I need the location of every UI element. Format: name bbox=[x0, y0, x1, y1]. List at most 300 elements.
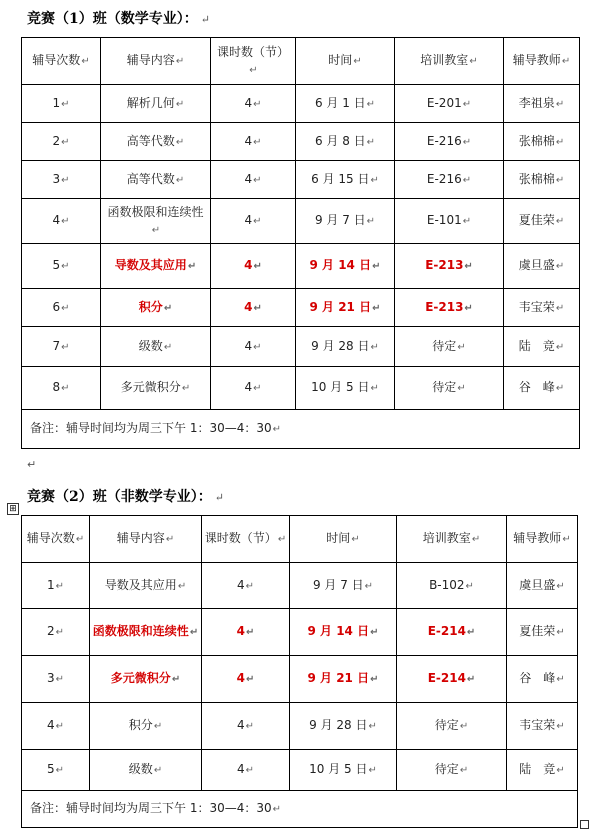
classroom-cell[interactable] bbox=[397, 656, 507, 703]
classroom-cell-text: E-214 bbox=[427, 624, 466, 638]
date-cell[interactable] bbox=[296, 123, 395, 161]
content-cell[interactable] bbox=[90, 750, 202, 791]
classroom-cell-text: E-216 bbox=[426, 133, 462, 148]
table-row bbox=[22, 656, 578, 703]
teacher-cell[interactable] bbox=[504, 85, 580, 123]
header-classroom-text: 培训教室 bbox=[422, 531, 471, 545]
cell-mark: ↵ bbox=[462, 136, 472, 148]
classroom-cell-text: 待定 bbox=[432, 380, 457, 394]
header-class-hours-text: 课时数（节） bbox=[204, 531, 277, 545]
cell-mark: ↵ bbox=[555, 341, 565, 353]
header-teacher-text: 辅导教师 bbox=[512, 53, 561, 67]
class-hours-cell[interactable] bbox=[202, 750, 290, 791]
classroom-cell[interactable] bbox=[395, 244, 504, 289]
content-cell-text: 函数极限和连续性 bbox=[107, 204, 204, 219]
cell-mark: ↵ bbox=[556, 765, 565, 776]
date-cell[interactable] bbox=[290, 750, 397, 791]
class-hours-cell-text: 4 bbox=[236, 671, 245, 685]
cell-mark: ↵ bbox=[181, 383, 191, 394]
table-move-handle[interactable]: ⊞ bbox=[7, 503, 19, 515]
class-hours-cell[interactable] bbox=[211, 244, 296, 289]
class-hours-cell[interactable] bbox=[202, 703, 290, 750]
teacher-cell[interactable] bbox=[504, 367, 580, 410]
content-cell[interactable] bbox=[101, 199, 211, 244]
cell-mark: ↵ bbox=[61, 341, 70, 353]
teacher-cell-text: 张棉棉 bbox=[518, 133, 555, 148]
header-session-number-text: 辅导次数 bbox=[32, 53, 81, 67]
classroom-cell[interactable] bbox=[395, 123, 504, 161]
content-cell[interactable] bbox=[101, 123, 211, 161]
header-date-text: 时间 bbox=[328, 53, 353, 67]
cell-mark: ↵ bbox=[165, 534, 175, 545]
cell-mark: ↵ bbox=[556, 674, 565, 685]
content-cell-text: 导数及其应用 bbox=[114, 258, 187, 272]
cell-mark: ↵ bbox=[61, 383, 70, 394]
note-cell-text: 备注：辅导时间均为周三下午 1：30—4：30 bbox=[30, 801, 272, 815]
cell-mark: ↵ bbox=[171, 674, 181, 685]
session-number-cell[interactable] bbox=[22, 327, 101, 367]
cell-mark: ↵ bbox=[351, 534, 360, 545]
content-cell[interactable] bbox=[101, 161, 211, 199]
class-hours-cell-text: 4 bbox=[236, 718, 245, 732]
header-session-number[interactable] bbox=[22, 38, 101, 85]
cell-mark: ↵ bbox=[253, 383, 262, 394]
class-hours-cell[interactable] bbox=[211, 199, 296, 244]
cell-mark: ↵ bbox=[55, 765, 65, 776]
cell-mark: ↵ bbox=[372, 302, 381, 314]
date-cell-text: 6 月 15 日 bbox=[311, 171, 370, 186]
cell-mark: ↵ bbox=[370, 627, 379, 638]
teacher-cell[interactable] bbox=[504, 199, 580, 244]
teacher-cell-text: 韦宝荣 bbox=[519, 718, 556, 732]
date-cell-text: 9 月 21 日 bbox=[307, 671, 370, 685]
date-cell[interactable] bbox=[296, 244, 395, 289]
session-number-cell-text: 2 bbox=[46, 624, 55, 638]
header-classroom[interactable] bbox=[395, 38, 504, 85]
class-hours-cell[interactable] bbox=[211, 123, 296, 161]
note-cell[interactable] bbox=[22, 410, 580, 449]
cell-mark: ↵ bbox=[253, 98, 262, 110]
teacher-cell[interactable] bbox=[507, 563, 578, 609]
cell-mark: ↵ bbox=[61, 136, 70, 148]
class-hours-cell-text: 4 bbox=[244, 258, 253, 272]
class-hours-cell-text: 4 bbox=[244, 380, 253, 394]
header-teacher-text: 辅导教师 bbox=[513, 531, 562, 545]
content-cell-text: 积分 bbox=[128, 718, 153, 732]
cell-mark: ↵ bbox=[555, 302, 565, 314]
content-cell-text: 导数及其应用 bbox=[104, 577, 177, 592]
date-cell[interactable] bbox=[290, 563, 397, 609]
teacher-cell-text: 谷 峰 bbox=[519, 671, 556, 685]
classroom-cell-text: E-214 bbox=[427, 671, 466, 685]
cell-mark: ↵ bbox=[253, 261, 262, 272]
teacher-cell-text: 陆 竞 bbox=[519, 762, 556, 776]
class-hours-cell[interactable] bbox=[211, 161, 296, 199]
cell-mark: ↵ bbox=[555, 98, 565, 110]
cell-mark: ↵ bbox=[253, 341, 262, 353]
header-content[interactable] bbox=[90, 516, 202, 563]
cell-mark: ↵ bbox=[462, 98, 472, 110]
session-number-cell-text: 5 bbox=[46, 762, 55, 776]
table-row bbox=[22, 750, 578, 791]
cell-mark: ↵ bbox=[556, 580, 565, 592]
teacher-cell-text: 虞旦盛 bbox=[519, 577, 556, 592]
class-hours-cell[interactable] bbox=[211, 85, 296, 123]
class-hours-cell[interactable] bbox=[211, 327, 296, 367]
classroom-cell-text: E-101 bbox=[426, 213, 462, 227]
cell-mark: ↵ bbox=[366, 216, 376, 227]
cell-mark: ↵ bbox=[175, 136, 185, 148]
class-hours-cell[interactable] bbox=[211, 289, 296, 327]
classroom-cell[interactable] bbox=[395, 289, 504, 327]
session-number-cell[interactable] bbox=[22, 750, 90, 791]
teacher-cell[interactable] bbox=[507, 609, 578, 656]
header-session-number-text: 辅导次数 bbox=[26, 531, 75, 545]
note-row bbox=[22, 791, 578, 828]
date-cell[interactable] bbox=[296, 85, 395, 123]
classroom-cell[interactable] bbox=[397, 609, 507, 656]
teacher-cell[interactable] bbox=[504, 289, 580, 327]
cell-mark: ↵ bbox=[555, 216, 565, 227]
classroom-cell[interactable] bbox=[397, 563, 507, 609]
date-cell[interactable] bbox=[290, 703, 397, 750]
class-hours-cell[interactable] bbox=[202, 563, 290, 609]
session-number-cell-text: 1 bbox=[46, 577, 55, 592]
date-cell-text: 10 月 5 日 bbox=[311, 380, 370, 394]
session-number-cell-text: 5 bbox=[52, 258, 61, 272]
classroom-cell-text: E-213 bbox=[425, 299, 464, 314]
classroom-cell[interactable] bbox=[395, 161, 504, 199]
cell-mark: ↵ bbox=[561, 56, 571, 67]
header-teacher[interactable] bbox=[507, 516, 578, 563]
session-number-cell-text: 8 bbox=[52, 380, 61, 394]
cell-mark: ↵ bbox=[368, 765, 377, 776]
section2-heading: 竞赛（2）班（非数学专业）： ↵ bbox=[27, 489, 224, 505]
header-class-hours[interactable] bbox=[202, 516, 290, 563]
cell-mark: ↵ bbox=[245, 627, 255, 638]
teacher-cell-text: 张棉棉 bbox=[518, 171, 555, 186]
session-number-cell[interactable] bbox=[22, 85, 101, 123]
cell-mark: ↵ bbox=[61, 98, 70, 110]
teacher-cell-text: 李祖泉 bbox=[518, 95, 555, 110]
teacher-cell[interactable] bbox=[507, 656, 578, 703]
cell-mark: ↵ bbox=[245, 580, 255, 592]
content-cell[interactable] bbox=[90, 656, 202, 703]
class-hours-cell-text: 4 bbox=[244, 338, 253, 353]
note-cell-text: 备注：辅导时间均为周三下午 1：30—4：30 bbox=[30, 421, 272, 435]
class-hours-cell[interactable] bbox=[202, 656, 290, 703]
table-resize-handle[interactable] bbox=[580, 820, 589, 829]
content-cell-text: 多元微积分 bbox=[120, 380, 181, 394]
date-cell-text: 9 月 7 日 bbox=[314, 213, 366, 227]
date-cell-text: 9 月 14 日 bbox=[307, 624, 370, 638]
table-row bbox=[22, 199, 580, 244]
table-row bbox=[22, 609, 578, 656]
header-date[interactable] bbox=[290, 516, 397, 563]
header-content-text: 辅导内容 bbox=[116, 531, 165, 545]
classroom-cell-text: E-216 bbox=[426, 171, 462, 186]
session-number-cell[interactable] bbox=[22, 244, 101, 289]
class-hours-cell[interactable] bbox=[211, 367, 296, 410]
content-cell[interactable] bbox=[101, 85, 211, 123]
class-hours-cell-text: 4 bbox=[236, 624, 245, 638]
classroom-cell[interactable] bbox=[395, 327, 504, 367]
date-cell-text: 6 月 8 日 bbox=[314, 133, 366, 148]
teacher-cell[interactable] bbox=[504, 161, 580, 199]
content-cell[interactable] bbox=[90, 609, 202, 656]
date-cell[interactable] bbox=[296, 327, 395, 367]
cell-mark: ↵ bbox=[555, 383, 565, 394]
cell-mark: ↵ bbox=[81, 56, 90, 67]
content-cell[interactable] bbox=[101, 244, 211, 289]
date-cell[interactable] bbox=[296, 199, 395, 244]
cell-mark: ↵ bbox=[459, 721, 469, 732]
session-number-cell[interactable] bbox=[22, 609, 90, 656]
cell-mark: ↵ bbox=[465, 580, 474, 592]
content-cell[interactable] bbox=[90, 703, 202, 750]
session-number-cell-text: 1 bbox=[52, 95, 61, 110]
classroom-cell-text: 待定 bbox=[434, 718, 459, 732]
teacher-cell[interactable] bbox=[507, 750, 578, 791]
header-content[interactable] bbox=[101, 38, 211, 85]
class-hours-cell-text: 4 bbox=[244, 299, 253, 314]
cell-mark: ↵ bbox=[163, 302, 173, 314]
class-hours-cell[interactable] bbox=[202, 609, 290, 656]
cell-mark: ↵ bbox=[372, 261, 381, 272]
classroom-cell[interactable] bbox=[395, 367, 504, 410]
cell-mark: ↵ bbox=[459, 765, 469, 776]
cell-mark: ↵ bbox=[177, 580, 187, 592]
cell-mark: ↵ bbox=[153, 765, 163, 776]
cell-mark: ↵ bbox=[61, 174, 70, 186]
session-number-cell[interactable] bbox=[22, 367, 101, 410]
session-number-cell[interactable] bbox=[22, 563, 90, 609]
cell-mark: ↵ bbox=[464, 261, 473, 272]
teacher-cell-text: 韦宝荣 bbox=[518, 299, 555, 314]
classroom-cell-text: B-102 bbox=[429, 577, 465, 592]
cell-mark: ↵ bbox=[353, 56, 362, 67]
content-cell-text: 级数 bbox=[138, 338, 163, 353]
content-cell-text: 函数极限和连续性 bbox=[92, 624, 189, 638]
teacher-cell[interactable] bbox=[507, 703, 578, 750]
cell-mark: ↵ bbox=[471, 534, 481, 545]
header-row bbox=[22, 38, 580, 85]
session-number-cell-text: 4 bbox=[52, 213, 61, 227]
cell-mark: ↵ bbox=[364, 580, 374, 592]
cell-mark: ↵ bbox=[55, 580, 65, 592]
table-row bbox=[22, 563, 578, 609]
classroom-cell-text: 待定 bbox=[434, 762, 459, 776]
cell-mark: ↵ bbox=[556, 627, 565, 638]
date-cell-text: 9 月 28 日 bbox=[311, 338, 370, 353]
cell-mark: ↵ bbox=[555, 261, 565, 272]
date-cell-text: 9 月 21 日 bbox=[309, 299, 372, 314]
table-row bbox=[22, 703, 578, 750]
date-cell-text: 6 月 1 日 bbox=[314, 95, 366, 110]
content-cell-text: 高等代数 bbox=[126, 171, 175, 186]
cell-mark: ↵ bbox=[368, 721, 377, 732]
date-cell[interactable] bbox=[296, 289, 395, 327]
classroom-cell[interactable] bbox=[397, 703, 507, 750]
paragraph-mark: ↵ bbox=[27, 458, 37, 471]
classroom-cell[interactable] bbox=[395, 199, 504, 244]
date-cell[interactable] bbox=[290, 609, 397, 656]
header-date-text: 时间 bbox=[326, 531, 351, 545]
table-row bbox=[22, 85, 580, 123]
cell-mark: ↵ bbox=[61, 216, 70, 227]
classroom-cell-text: 待定 bbox=[432, 338, 457, 353]
cell-mark: ↵ bbox=[175, 174, 185, 186]
content-cell-text: 积分 bbox=[138, 299, 163, 314]
table-row bbox=[22, 161, 580, 199]
cell-mark: ↵ bbox=[462, 174, 472, 186]
classroom-cell[interactable] bbox=[397, 750, 507, 791]
cell-mark: ↵ bbox=[370, 174, 379, 186]
cell-mark: ↵ bbox=[175, 98, 185, 110]
session-number-cell[interactable] bbox=[22, 123, 101, 161]
content-cell-text: 多元微积分 bbox=[110, 671, 171, 685]
cell-mark: ↵ bbox=[163, 341, 173, 353]
date-cell-text: 9 月 28 日 bbox=[309, 718, 368, 732]
cell-mark: ↵ bbox=[253, 136, 262, 148]
table-row bbox=[22, 244, 580, 289]
cell-mark: ↵ bbox=[253, 216, 262, 227]
cell-mark: ↵ bbox=[245, 765, 255, 776]
session-number-cell-text: 7 bbox=[52, 338, 61, 353]
content-cell[interactable] bbox=[101, 367, 211, 410]
session-number-cell-text: 4 bbox=[46, 718, 55, 732]
teacher-cell-text: 夏佳荣 bbox=[519, 624, 556, 638]
cell-mark: ↵ bbox=[556, 721, 565, 732]
class-hours-cell-text: 4 bbox=[244, 95, 253, 110]
teacher-cell[interactable] bbox=[504, 327, 580, 367]
date-cell[interactable] bbox=[296, 367, 395, 410]
note-cell[interactable] bbox=[22, 791, 578, 828]
cell-mark: ↵ bbox=[555, 174, 565, 186]
content-cell[interactable] bbox=[90, 563, 202, 609]
table-row bbox=[22, 289, 580, 327]
section1-heading: 竞赛（1）班（数学专业）： ↵ bbox=[27, 11, 210, 27]
header-date[interactable] bbox=[296, 38, 395, 85]
cell-mark: ↵ bbox=[75, 534, 85, 545]
cell-mark: ↵ bbox=[249, 64, 258, 76]
date-cell-text: 9 月 14 日 bbox=[309, 258, 372, 272]
classroom-cell-text: E-201 bbox=[426, 95, 462, 110]
cell-mark: ↵ bbox=[175, 56, 185, 67]
class1-schedule-table bbox=[21, 37, 580, 449]
class-hours-cell-text: 4 bbox=[244, 171, 253, 186]
date-cell[interactable] bbox=[290, 656, 397, 703]
date-cell-text: 9 月 7 日 bbox=[312, 577, 364, 592]
cell-mark: ↵ bbox=[55, 721, 65, 732]
cell-mark: ↵ bbox=[153, 721, 163, 732]
class2-schedule-table bbox=[21, 515, 578, 828]
teacher-cell[interactable] bbox=[504, 123, 580, 161]
header-classroom[interactable] bbox=[397, 516, 507, 563]
header-class-hours-text: 课时数（节） bbox=[216, 44, 289, 59]
date-cell[interactable] bbox=[296, 161, 395, 199]
cell-mark: ↵ bbox=[253, 302, 262, 314]
class-hours-cell-text: 4 bbox=[244, 213, 253, 227]
teacher-cell-text: 陆 竞 bbox=[518, 338, 555, 353]
cell-mark: ↵ bbox=[466, 674, 476, 685]
cell-mark: ↵ bbox=[61, 302, 70, 314]
content-cell[interactable] bbox=[101, 327, 211, 367]
cell-mark: ↵ bbox=[245, 721, 255, 732]
cell-mark: ↵ bbox=[151, 224, 161, 236]
class-hours-cell-text: 4 bbox=[236, 577, 245, 592]
cell-mark: ↵ bbox=[462, 216, 472, 227]
content-cell-text: 高等代数 bbox=[126, 133, 175, 148]
session-number-cell[interactable] bbox=[22, 161, 101, 199]
session-number-cell[interactable] bbox=[22, 703, 90, 750]
class-hours-cell-text: 4 bbox=[244, 133, 253, 148]
cell-mark: ↵ bbox=[245, 674, 255, 685]
cell-mark: ↵ bbox=[562, 534, 571, 545]
header-classroom-text: 培训教室 bbox=[420, 53, 469, 67]
cell-mark: ↵ bbox=[366, 98, 376, 110]
session-number-cell-text: 6 bbox=[52, 299, 61, 314]
header-session-number[interactable] bbox=[22, 516, 90, 563]
content-cell-text: 级数 bbox=[128, 762, 153, 776]
cell-mark: ↵ bbox=[272, 424, 282, 435]
classroom-cell-text: E-213 bbox=[425, 258, 464, 272]
header-content-text: 辅导内容 bbox=[126, 53, 175, 67]
note-row bbox=[22, 410, 580, 449]
header-row bbox=[22, 516, 578, 563]
cell-mark: ↵ bbox=[189, 627, 199, 638]
table-row bbox=[22, 367, 580, 410]
teacher-cell-text: 虞旦盛 bbox=[518, 258, 555, 272]
session-number-cell[interactable] bbox=[22, 289, 101, 327]
cell-mark: ↵ bbox=[370, 341, 379, 353]
session-number-cell[interactable] bbox=[22, 656, 90, 703]
content-cell[interactable] bbox=[101, 289, 211, 327]
table-row bbox=[22, 123, 580, 161]
cell-mark: ↵ bbox=[469, 56, 478, 67]
teacher-cell-text: 夏佳荣 bbox=[518, 213, 555, 227]
cell-mark: ↵ bbox=[457, 383, 466, 394]
cell-mark: ↵ bbox=[366, 136, 376, 148]
date-cell-text: 10 月 5 日 bbox=[309, 762, 368, 776]
cell-mark: ↵ bbox=[61, 261, 70, 272]
session-number-cell-text: 2 bbox=[52, 133, 61, 148]
cell-mark: ↵ bbox=[253, 174, 262, 186]
cell-mark: ↵ bbox=[457, 341, 466, 353]
cell-mark: ↵ bbox=[466, 627, 476, 638]
cell-mark: ↵ bbox=[187, 261, 197, 272]
cell-mark: ↵ bbox=[464, 302, 473, 314]
cell-mark: ↵ bbox=[370, 383, 379, 394]
session-number-cell[interactable] bbox=[22, 199, 101, 244]
header-teacher[interactable] bbox=[504, 38, 580, 85]
classroom-cell[interactable] bbox=[395, 85, 504, 123]
cell-mark: ↵ bbox=[277, 534, 287, 545]
cell-mark: ↵ bbox=[55, 674, 65, 685]
cell-mark: ↵ bbox=[55, 627, 65, 638]
class-hours-cell-text: 4 bbox=[236, 762, 245, 776]
teacher-cell-text: 谷 峰 bbox=[518, 380, 555, 394]
table-row bbox=[22, 327, 580, 367]
teacher-cell[interactable] bbox=[504, 244, 580, 289]
cell-mark: ↵ bbox=[272, 804, 282, 815]
header-class-hours[interactable] bbox=[211, 38, 296, 85]
cell-mark: ↵ bbox=[555, 136, 565, 148]
session-number-cell-text: 3 bbox=[52, 171, 61, 186]
session-number-cell-text: 3 bbox=[46, 671, 55, 685]
cell-mark: ↵ bbox=[370, 674, 379, 685]
content-cell-text: 解析几何 bbox=[126, 95, 175, 110]
